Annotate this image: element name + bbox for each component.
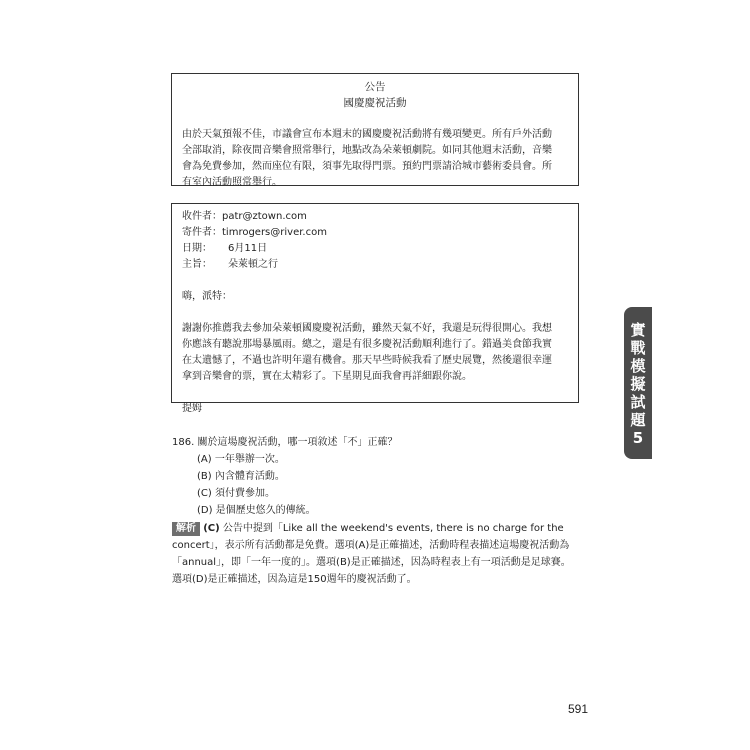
notice-line: 會為免費參加，然而座位有限，須事先取得門票。預約門票請洽城市藝術委員會。所 [182,161,552,172]
side-tab-char: 擬 [630,375,646,393]
email-to-label: 收件者： [182,211,222,222]
explanation-line: 「annual」，即「一年一度的」。選項(B)是正確描述，因為時程表上有一項活動是足球賽。 [172,557,571,568]
explanation-line-text: 公告中提到「Like all the weekend's events, there is no charge for the [219,523,564,534]
option-d: (D) 是個歷史悠久的傳統。 [197,505,316,516]
notice-line: 有室內活動照常舉行。 [182,177,282,188]
email-subject-label: 主旨： [182,259,212,270]
side-tab-char: 5 [632,429,644,447]
page-number: 591 [568,702,589,716]
email-body-line: 在太遺憾了，不過也許明年還有機會。那天早些時候我看了歷史展覽，然後還很幸運 [182,355,552,366]
email-body-line: 謝謝你推薦我去參加朵萊頓國慶慶祝活動，雖然天氣不好，我還是玩得很開心。我想 [182,323,552,334]
option-a: (A) 一年舉辦一次。 [197,454,285,465]
email-date-value: 6月11日 [228,243,268,254]
side-tab-char: 題 [630,411,646,429]
side-tab-char: 戰 [630,339,646,357]
notice-line: 由於天氣預報不佳，市議會宣布本週末的國慶慶祝活動將有幾項變更。所有戶外活動 [182,129,552,140]
email-from-row [182,225,568,241]
question-stem: 186. 關於這場慶祝活動，哪一項敘述「不」正確？ [172,437,398,448]
option-b: (B) 內含體育活動。 [197,471,285,482]
email-from-label: 寄件者： [182,227,222,238]
email-subject-row [182,257,568,273]
email-body [182,321,568,385]
notice-title: 公告 [364,81,386,93]
side-tab-char: 試 [630,393,646,411]
email-to-row [182,209,568,225]
explanation-block [172,520,580,588]
explanation-tag: 解析 [172,522,200,536]
email-to-value: patr@ztown.com [222,211,307,222]
email-subject-value: 朵萊頓之行 [228,259,278,270]
email-box [171,203,579,414]
notice-body [182,127,568,191]
email-date-label: 日期： [182,243,212,254]
notice-box [171,73,579,186]
explanation-line: concert」，表示所有活動都是免費。選項(A)是正確描述，活動時程表描述這場慶祝活動為 [172,540,570,551]
email-greeting: 嗨，派特： [182,291,232,302]
email-body-line: 你應該有聽說那場暴風雨。總之，還是有很多慶祝活動順利進行了。錯過美食節我實 [182,339,552,350]
email-body-line: 拿到音樂會的票，實在太精彩了。下星期見面我會再詳細跟你說。 [182,371,472,382]
chapter-side-tab [624,307,652,459]
question-block [172,434,397,519]
explanation-line [172,520,580,537]
side-tab-char: 模 [630,357,646,375]
option-c: (C) 須付費參加。 [197,488,275,499]
explanation-answer: (C) [203,523,220,534]
notice-subtitle: 國慶慶祝活動 [343,97,407,109]
notice-line: 全部取消，除夜間音樂會照常舉行，地點改為朵萊頓劇院。如同其他週末活動，音樂 [182,145,552,156]
explanation-line: 選項(D)是正確描述，因為這是150週年的慶祝活動了。 [172,574,417,585]
email-from-value: timrogers@river.com [222,227,327,238]
email-signature: 提姆 [182,403,202,414]
email-date-row [182,241,568,257]
side-tab-char: 實 [630,321,646,339]
